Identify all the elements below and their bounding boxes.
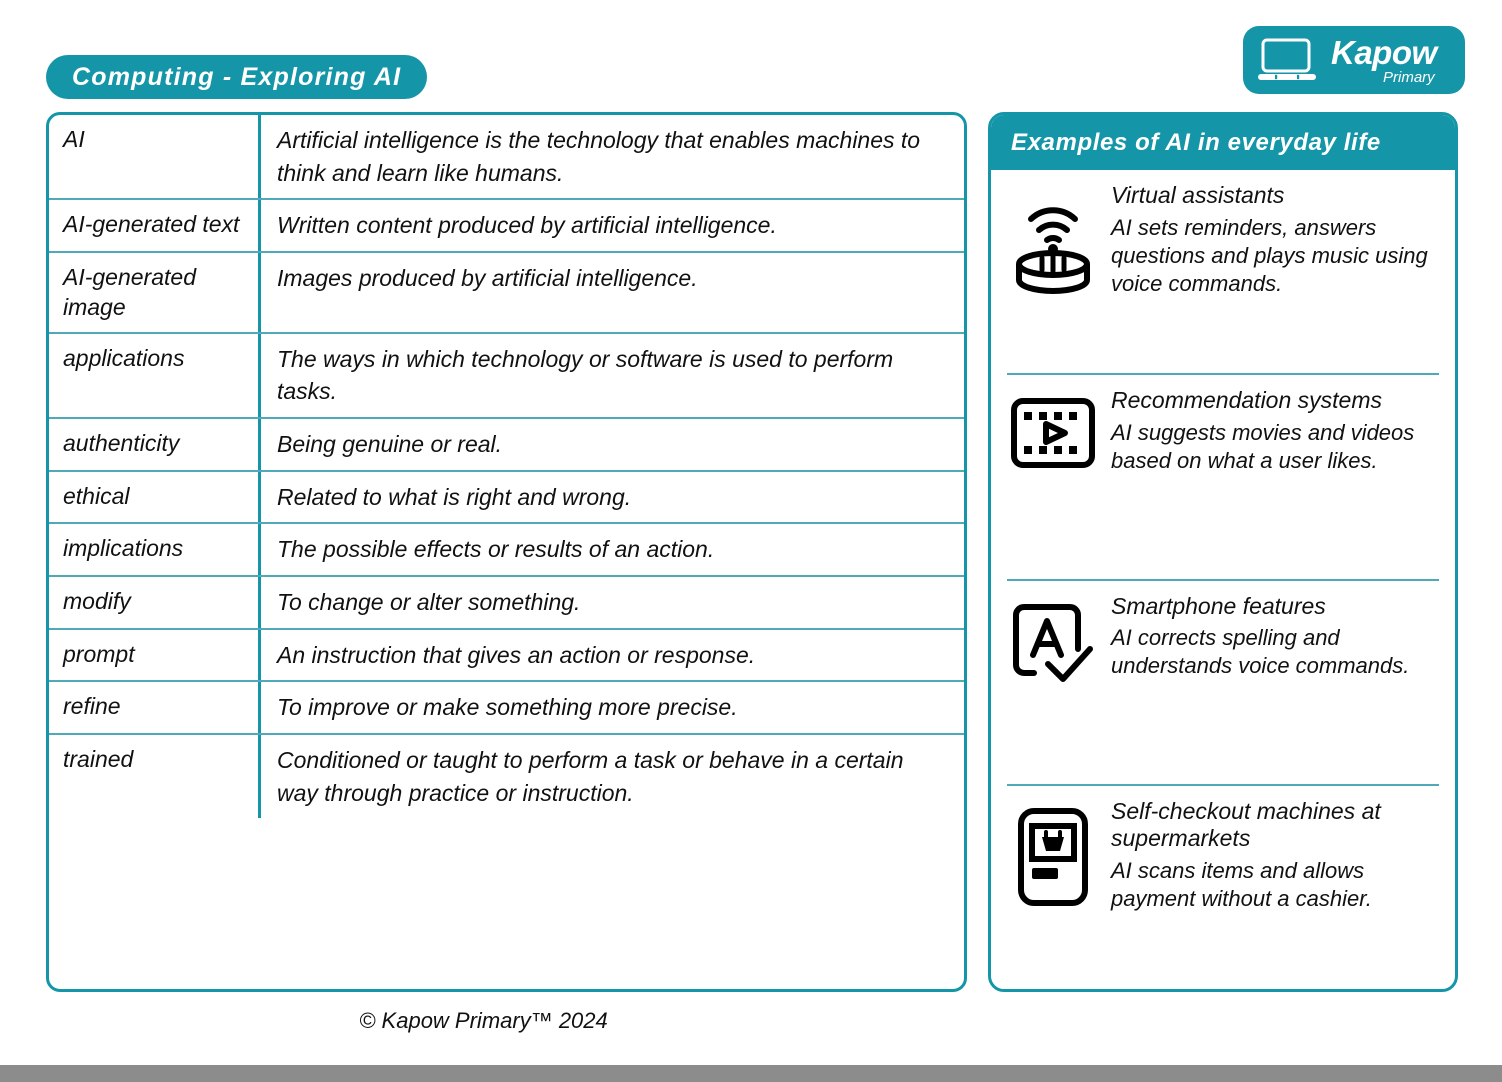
copyright-footer: © Kapow Primary™ 2024 [359,1008,608,1033]
glossary-term: applications [49,334,261,417]
glossary-definition: Artificial intelligence is the technology that enables machines to think and learn like humans. [277,127,921,186]
table-row [49,682,964,735]
kapow-primary-logo [1243,26,1465,94]
example-text [1111,798,1439,979]
example-title: Self-checkout machines at supermarkets [1111,797,1381,852]
logo-sub-name: Primary [1383,68,1435,86]
glossary-term: AI-generated image [49,253,261,332]
logo-brand-name: Kapow [1331,33,1437,71]
logo-wordmark [1331,33,1437,86]
glossary-definition: To improve or make something more precise. [277,694,738,721]
example-description: AI corrects spelling and understands voice commands. [1111,625,1410,679]
glossary-definition: Images produced by artificial intelligence. [277,264,698,291]
glossary-definition: Conditioned or taught to perform a task or behave in a certain way through practice or instruction. [277,746,904,806]
glossary-term: refine [49,682,261,733]
example-title: Smartphone features [1111,592,1326,619]
laptop-icon [1257,37,1321,83]
example-title: Virtual assistants [1111,182,1285,208]
table-row [49,735,964,818]
table-row [49,524,964,577]
glossary-term: prompt [49,630,261,681]
spellcheck-icon [1007,593,1099,774]
glossary-term: AI [49,115,261,198]
page-title: Computing - Exploring AI [46,55,427,99]
list-item [1007,581,1439,786]
example-description: AI scans items and allows payment without a cashier. [1111,857,1372,912]
table-row [49,334,964,419]
example-text [1111,387,1439,568]
glossary-definition: An instruction that gives an action or response. [277,641,756,668]
table-row [49,115,964,200]
glossary-term: implications [49,524,261,575]
glossary-definition: Being genuine or real. [277,431,503,457]
table-row [49,253,964,334]
smart-speaker-icon [1007,182,1099,363]
glossary-term: modify [49,577,261,628]
examples-panel-heading: Examples of AI in everyday life [991,115,1455,170]
example-text [1111,593,1439,774]
glossary-table [46,112,967,992]
list-item [1007,375,1439,580]
table-row [49,419,964,472]
glossary-definition: Written content produced by artificial intelligence. [277,212,777,239]
table-row [49,200,964,253]
glossary-term: authenticity [49,419,261,470]
glossary-definition: The possible effects or results of an action. [277,536,715,563]
glossary-definition: The ways in which technology or software is used to perform tasks. [277,345,894,405]
example-text [1111,182,1439,363]
glossary-definition: To change or alter something. [277,588,581,615]
examples-panel [988,112,1458,992]
list-item [1007,786,1439,989]
glossary-term: trained [49,735,261,818]
table-row [49,472,964,525]
glossary-definition: Related to what is right and wrong. [277,483,632,510]
table-row [49,630,964,683]
viewer-bottom-bar [0,1065,1502,1082]
example-title: Recommendation systems [1111,387,1382,414]
glossary-term: AI-generated text [49,200,261,251]
example-description: AI sets reminders, answers questions and plays music using voice commands. [1111,214,1428,296]
self-checkout-kiosk-icon [1007,798,1099,979]
film-strip-play-icon [1007,387,1099,568]
list-item [1007,170,1439,375]
example-description: AI suggests movies and videos based on what a user likes. [1111,419,1415,473]
glossary-term: ethical [49,472,261,523]
examples-list [991,170,1455,989]
table-row [49,577,964,630]
